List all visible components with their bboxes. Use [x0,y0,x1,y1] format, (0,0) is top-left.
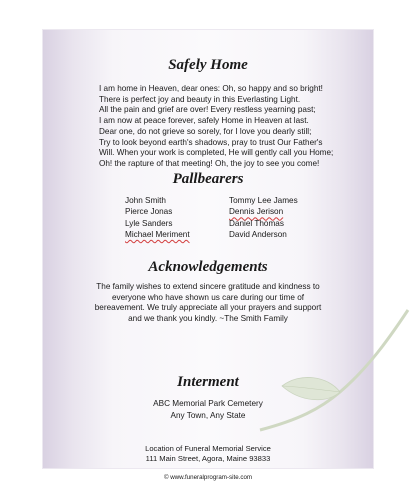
pallbearer-name: Lyle Sanders [125,218,173,228]
poem-line: I am now at peace forever, safely Home in Heaven at last. [99,116,309,126]
cemetery-name: ABC Memorial Park Cemetery [153,399,263,408]
pallbearers-title: Pallbearers [172,171,244,187]
safely-home-poem [99,84,373,170]
pallbearer-name: Daniel Thomas [229,218,284,228]
poem-line: Will. When your work is completed, He will gently call you Home; [99,148,334,158]
pallbearer-name: David Anderson [229,230,287,240]
safely-home-title: Safely Home [168,57,248,73]
acknowledgement-line: and we thank you kindly. ~The Smith Family [128,314,288,324]
acknowledgements-title: Acknowledgements [148,259,268,275]
poem-line: Try to look beyond earth's shadows, pray to trust Our Father's [99,137,323,147]
poem-line: There is perfect joy and beauty in this Everlasting Light. [99,94,301,104]
acknowledgement-line: The family wishes to extend sincere gratitude and kindness to [96,282,320,291]
service-location [43,444,373,464]
pallbearer-name: Pierce Jonas [125,207,173,217]
pallbearer-name: Michael Meriment [125,230,190,240]
interment-details [43,398,373,421]
interment-title: Interment [177,374,239,390]
acknowledgements-text [63,282,353,325]
poem-line: Oh! the rapture of that meeting! Oh, the joy to see you come! [99,158,320,168]
poem-line: I am home in Heaven, dear ones: Oh, so happy and so bright! [99,84,323,93]
website-credit: © www.funeralprogram-site.com [163,474,253,481]
pallbearer-name: Tommy Lee James [229,196,298,205]
pallbearer-name: John Smith [125,196,166,205]
pallbearer-name: Dennis Jerison [229,207,284,217]
pallbearers-left-column [125,195,190,241]
cemetery-location: Any Town, Any State [170,410,246,420]
pallbearers-right-column [229,195,298,241]
poem-line: All the pain and grief are over! Every restless yearning past; [99,105,316,115]
program-page [43,30,373,481]
poem-line: Dear one, do not grieve so sorely, for I love you dearly still; [99,126,312,136]
service-address: 111 Main Street, Agora, Maine 93833 [145,454,271,464]
acknowledgement-line: everyone who have shown us care during our time of [111,292,305,302]
acknowledgement-line: bereavement. We truly appreciate all your prayers and support [94,303,322,313]
service-label: Location of Funeral Memorial Service [145,444,271,453]
